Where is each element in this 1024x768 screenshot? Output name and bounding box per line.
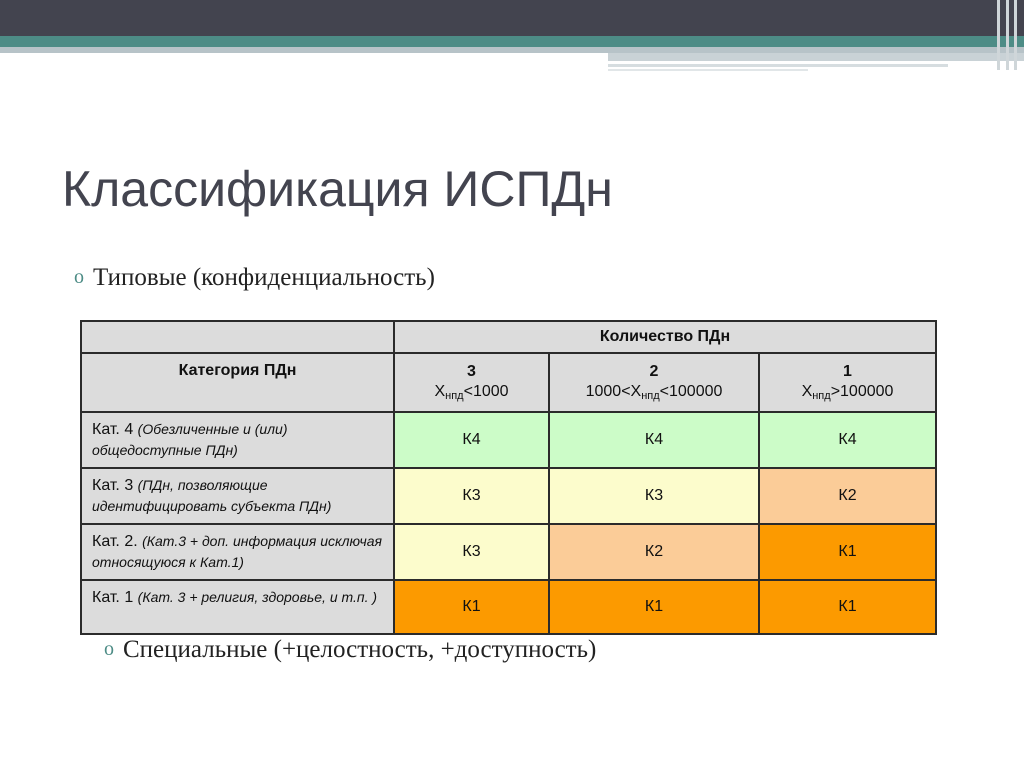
header-vbar xyxy=(997,0,1000,70)
bullet-special xyxy=(104,636,596,664)
category-cell: Кат. 1 (Кат. 3 + религия, здоровье, и т.п. ) xyxy=(81,580,394,634)
table-header-row xyxy=(81,353,936,412)
bullet-text: Типовые (конфиденциальность) xyxy=(93,264,435,291)
bullet-typical xyxy=(74,264,435,292)
column-number: 2 xyxy=(649,363,659,380)
classification-table xyxy=(80,320,937,635)
table-row xyxy=(81,580,936,634)
table-corner xyxy=(81,321,394,353)
bullet-marker-icon: o xyxy=(74,266,84,288)
table-row xyxy=(81,412,936,468)
value-cell: К1 xyxy=(549,580,759,634)
value-cell: К1 xyxy=(394,580,549,634)
header-band-teal xyxy=(0,36,1024,47)
bullet-text: Специальные (+целостность, +доступность) xyxy=(123,636,597,663)
category-cell: Кат. 4 (Обезличенные и (или) общедоступные ПДн) xyxy=(81,412,394,468)
column-number: 3 xyxy=(467,363,476,380)
header-vbar xyxy=(1006,0,1009,70)
column-condition: $1000<X_{нпд}<100000$ xyxy=(585,383,723,402)
column-header xyxy=(549,353,759,412)
header-line xyxy=(608,64,948,67)
column-number: 1 xyxy=(843,363,852,380)
value-cell: К3 xyxy=(394,524,549,580)
value-cell: К3 xyxy=(394,468,549,524)
value-cell: К4 xyxy=(549,412,759,468)
value-cell: К4 xyxy=(759,412,936,468)
column-group-header: Количество ПДн xyxy=(394,321,936,353)
header-line-short xyxy=(608,69,808,71)
value-cell: К3 xyxy=(549,468,759,524)
category-header: Категория ПДн xyxy=(81,353,394,412)
bullet-marker-icon: o xyxy=(104,638,114,660)
table-row xyxy=(81,468,936,524)
slide-title: Классификация ИСПДн xyxy=(62,161,613,217)
header-vbar xyxy=(1014,0,1017,70)
category-cell: Кат. 2. (Кат.3 + доп. информация исключая относящуюся к Кат.1) xyxy=(81,524,394,580)
header-band-dark xyxy=(0,0,1024,36)
column-condition: $X_{нпд}<1000$ xyxy=(434,383,509,402)
column-header xyxy=(759,353,936,412)
value-cell: К4 xyxy=(394,412,549,468)
table-row xyxy=(81,524,936,580)
header-band-light-right xyxy=(608,53,1024,61)
column-condition: $X_{нпд}>100000$ xyxy=(801,383,894,402)
column-header xyxy=(394,353,549,412)
category-cell: Кат. 3 (ПДн, позволяющие идентифицировать субъекта ПДн) xyxy=(81,468,394,524)
value-cell: К2 xyxy=(549,524,759,580)
value-cell: К1 xyxy=(759,524,936,580)
value-cell: К2 xyxy=(759,468,936,524)
value-cell: К1 xyxy=(759,580,936,634)
